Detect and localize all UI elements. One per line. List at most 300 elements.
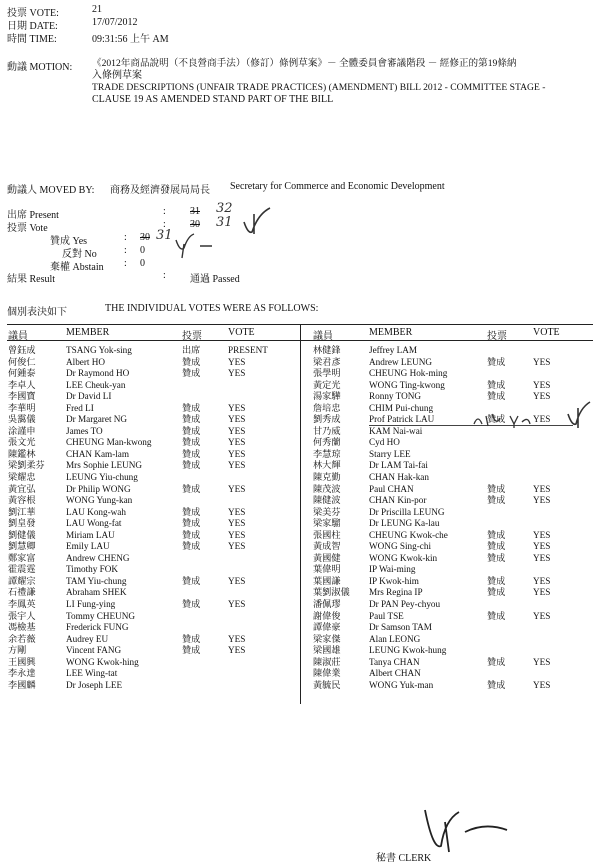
vote-chinese: 贊成 [487, 656, 506, 667]
member-chinese-name: 葉劉淑儀 [313, 587, 350, 598]
member-english-name: CHEUNG Kwok-che [369, 529, 448, 540]
member-chinese-name: 劉秀成 [313, 414, 341, 425]
vote-english [228, 564, 294, 576]
member-chinese-name: 甘乃威 [313, 425, 341, 436]
right-vote-row [313, 668, 593, 680]
right-vote-row [313, 541, 593, 553]
member-english-name: Dr PAN Pey-chyou [369, 599, 441, 610]
vote-english: YES [228, 575, 246, 586]
vote-number-label: 投票 VOTE: [7, 8, 59, 19]
member-chinese-name: 王國興 [8, 656, 36, 667]
right-vote-row [313, 657, 593, 669]
member-english-name: Paul CHAN [369, 483, 414, 494]
member-english-name: IP Kwok-him [369, 575, 419, 586]
motion-english-line2: CLAUSE 19 AS AMENDED STAND PART OF THE BILL [92, 94, 334, 105]
member-english-name: LAU Wong-fat [66, 518, 122, 529]
abstain-label: 棄權 Abstain [50, 262, 104, 273]
right-vote-row [313, 345, 593, 357]
member-english-name: Miriam LAU [66, 529, 115, 540]
vote-chinese: 贊成 [182, 541, 201, 552]
left-vote-row [8, 414, 294, 426]
left-vote-row [8, 449, 294, 461]
vote-chinese: 贊成 [182, 575, 201, 586]
result-colon: : [163, 270, 166, 281]
yes-handwritten: 31 [156, 228, 173, 243]
left-vote-row [8, 518, 294, 530]
vote-chinese [487, 564, 533, 576]
vote-chinese [182, 564, 228, 576]
vote-chinese: 贊成 [182, 645, 201, 656]
motion-english-line1: TRADE DESCRIPTIONS (UNFAIR TRADE PRACTICES) (AMENDMENT) BILL 2012 - COMMITTEE STAGE - [92, 82, 546, 93]
vote-chinese [487, 668, 533, 680]
vote-english [533, 518, 593, 530]
no-colon: : [124, 245, 127, 256]
left-vote-row [8, 507, 294, 519]
member-chinese-name: 謝偉俊 [313, 610, 341, 621]
member-english-name: CHEUNG Man-kwong [66, 437, 152, 448]
left-vote-row [8, 472, 294, 484]
member-english-name: Andrew LEUNG [369, 356, 433, 367]
member-chinese-name: 余若薇 [8, 633, 36, 644]
right-vote-row [313, 426, 593, 438]
vote-english [228, 668, 294, 680]
left-vote-row [8, 368, 294, 380]
member-english-name: CHAN Hak-kan [369, 472, 429, 483]
mover-label: 動議人 MOVED BY: [7, 185, 95, 196]
vote-english: YES [228, 518, 246, 529]
member-chinese-name: 黃毓民 [313, 679, 341, 690]
vote-english [228, 472, 294, 484]
member-chinese-name: 何秀蘭 [313, 437, 341, 448]
member-english-name: Vincent FANG [66, 645, 122, 656]
member-english-name: CHAN Kin-por [369, 495, 427, 506]
vote-chinese: 贊成 [487, 414, 506, 425]
left-vote-row [8, 460, 294, 472]
member-english-name: Dr Raymond HO [66, 368, 130, 379]
left-col-vote-zh: 投票 [182, 331, 202, 342]
member-chinese-name: 何俊仁 [8, 356, 36, 367]
vote-english [228, 553, 294, 565]
vote-chinese [487, 518, 533, 530]
motion-chinese-line2: 入條例草案 [92, 70, 142, 81]
member-english-name: Andrew CHENG [66, 552, 130, 563]
vote-english: YES [228, 425, 246, 436]
right-col-vote-en: VOTE [533, 327, 560, 338]
right-vote-row [313, 460, 593, 472]
member-english-name: Frederick FUNG [66, 622, 129, 633]
right-vote-table [313, 345, 593, 691]
member-english-name: Dr Priscilla LEUNG [369, 506, 445, 517]
member-chinese-name: 陳茂波 [313, 483, 341, 494]
member-english-name: Jeffrey LAM [369, 345, 418, 355]
member-chinese-name: 劉健儀 [8, 529, 36, 540]
right-vote-row [313, 484, 593, 496]
member-chinese-name: 鄭家富 [8, 552, 36, 563]
vote-english: YES [228, 506, 246, 517]
left-vote-row [8, 541, 294, 553]
motion-label: 動議 MOTION: [7, 62, 73, 73]
vote-english: YES [533, 656, 551, 667]
right-vote-row [313, 403, 593, 415]
right-vote-row [313, 564, 593, 576]
vote-chinese: 贊成 [182, 518, 201, 529]
right-vote-row [313, 634, 593, 646]
vote-chinese [182, 380, 228, 392]
member-english-name: WONG Ting-kwong [369, 379, 445, 390]
member-english-name: Albert HO [66, 356, 106, 367]
right-vote-row [313, 645, 593, 657]
member-english-name: Emily LAU [66, 541, 110, 552]
member-chinese-name: 黃容根 [8, 495, 36, 506]
vote-english [228, 391, 294, 403]
no-value: 0 [140, 245, 145, 256]
right-vote-row [313, 587, 593, 599]
member-english-name: Cyd HO [369, 437, 400, 448]
left-vote-row [8, 403, 294, 415]
vote-handwritten: 31 [216, 215, 233, 230]
member-chinese-name: 李國麟 [8, 679, 36, 690]
left-vote-row [8, 599, 294, 611]
member-chinese-name: 梁美芬 [313, 506, 341, 517]
time-label: 時間 TIME: [7, 34, 57, 45]
vote-english [228, 657, 294, 669]
vote-chinese [487, 460, 533, 472]
right-vote-row [313, 495, 593, 507]
left-vote-row [8, 645, 294, 657]
vote-chinese: 贊成 [182, 402, 201, 413]
vote-english: YES [533, 575, 551, 586]
yes-value: 30 [140, 232, 150, 243]
vote-english: YES [228, 448, 246, 459]
member-english-name: Dr David LI [66, 391, 112, 402]
vote-chinese [182, 391, 228, 403]
vote-english: YES [228, 402, 246, 413]
vote-chinese [182, 657, 228, 669]
vote-english: YES [533, 414, 551, 425]
vote-chinese [487, 599, 533, 611]
left-vote-row [8, 380, 294, 392]
member-english-name: WONG Kwok-hing [66, 656, 139, 667]
member-english-name: CHEUNG Hok-ming [369, 368, 448, 379]
vote-chinese: 贊成 [182, 448, 201, 459]
member-english-name: Audrey EU [66, 633, 109, 644]
left-vote-row [8, 484, 294, 496]
member-english-name: Dr Joseph LEE [66, 679, 123, 690]
member-english-name: Dr Philip WONG [66, 483, 131, 494]
vote-chinese: 贊成 [487, 610, 506, 621]
vote-chinese: 贊成 [487, 575, 506, 586]
vote-chinese [182, 553, 228, 565]
vote-label: 投票 Vote [7, 223, 48, 234]
member-english-name: Dr LEUNG Ka-lau [369, 518, 440, 529]
motion-text [92, 58, 592, 106]
vote-english: YES [228, 599, 246, 610]
vote-english: YES [533, 552, 551, 563]
member-chinese-name: 湯家驊 [313, 391, 341, 402]
right-vote-row [313, 599, 593, 611]
yes-colon: : [124, 232, 127, 243]
yes-label: 贊成 Yes [50, 236, 88, 247]
left-vote-row [8, 426, 294, 438]
vote-english: YES [228, 541, 246, 552]
vote-english: YES [533, 587, 551, 598]
member-chinese-name: 劉慧卿 [8, 541, 36, 552]
member-chinese-name: 何鍾泰 [8, 368, 36, 379]
present-value: 31 [190, 206, 200, 217]
motion-chinese-line1: 《2012年商品說明（不良營商手法）（修訂）條例草案》－ 全體委員會審議階段 － 經修正的第19條納 [92, 58, 517, 69]
vote-chinese: 贊成 [487, 587, 506, 598]
vote-chinese [487, 345, 533, 357]
result-label: 結果 Result [7, 274, 56, 285]
member-chinese-name: 黃成智 [313, 541, 341, 552]
vote-chinese [182, 587, 228, 599]
individual-votes-label-zh: 個別表決如下 [7, 307, 67, 318]
vote-chinese: 贊成 [182, 460, 201, 471]
vote-english [228, 622, 294, 634]
right-vote-row [313, 391, 593, 403]
member-chinese-name: 李永達 [8, 668, 36, 679]
member-english-name: Mrs Regina IP [369, 587, 423, 598]
left-vote-row [8, 657, 294, 669]
vote-chinese [487, 622, 533, 634]
member-chinese-name: 李卓人 [8, 379, 36, 390]
vote-english: YES [533, 679, 551, 690]
vote-english [533, 507, 593, 519]
no-label: 反對 No [62, 249, 97, 260]
vote-english [533, 622, 593, 634]
member-chinese-name: 張文光 [8, 437, 36, 448]
member-english-name: WONG Yuk-man [369, 679, 434, 690]
vote-chinese [487, 472, 533, 484]
member-english-name: CHAN Kam-lam [66, 448, 130, 459]
member-chinese-name: 譚耀宗 [8, 575, 36, 586]
member-chinese-name: 吳靄儀 [8, 414, 36, 425]
date-label: 日期 DATE: [7, 21, 58, 32]
member-english-name: Fred LI [66, 402, 94, 413]
left-vote-row [8, 437, 294, 449]
present-handwritten: 32 [216, 201, 233, 216]
left-vote-row [8, 553, 294, 565]
member-chinese-name: 葉偉明 [313, 564, 341, 575]
vote-chinese: 贊成 [182, 368, 201, 379]
vote-chinese: 贊成 [182, 599, 201, 610]
member-chinese-name: 張國柱 [313, 529, 341, 540]
member-chinese-name: 梁國雄 [313, 645, 341, 656]
vote-chinese: 贊成 [487, 379, 506, 390]
member-chinese-name: 黃定光 [313, 379, 341, 390]
member-english-name: KAM Nai-wai [369, 425, 423, 436]
vote-chinese [487, 507, 533, 519]
right-col-member-en: MEMBER [369, 327, 413, 338]
left-vote-row [8, 530, 294, 542]
right-vote-row [313, 437, 593, 449]
vote-english: YES [533, 379, 551, 390]
right-col-member-zh: 議員 [313, 331, 333, 342]
right-col-vote-zh: 投票 [487, 331, 507, 342]
member-english-name: LEE Wing-tat [66, 668, 118, 679]
member-english-name: Timothy FOK [66, 564, 118, 575]
member-chinese-name: 林大輝 [313, 460, 341, 471]
right-vote-row [313, 507, 593, 519]
member-english-name: WONG Kwok-kin [369, 552, 438, 563]
vote-chinese: 贊成 [487, 495, 506, 506]
member-chinese-name: 葉國謙 [313, 575, 341, 586]
vote-chinese: 贊成 [182, 506, 201, 517]
member-chinese-name: 梁耀忠 [8, 472, 36, 483]
clerk-signature-icon [415, 800, 525, 858]
left-col-member-en: MEMBER [66, 327, 110, 338]
vote-english [533, 564, 593, 576]
left-vote-row [8, 345, 294, 357]
member-chinese-name: 陳克勤 [313, 472, 341, 483]
vote-chinese [182, 622, 228, 634]
vote-chinese: 贊成 [487, 541, 506, 552]
vote-chinese: 贊成 [182, 483, 201, 494]
vote-chinese: 贊成 [182, 529, 201, 540]
right-vote-row [313, 530, 593, 542]
left-vote-row [8, 391, 294, 403]
vote-english [533, 460, 593, 472]
vote-english [533, 449, 593, 461]
member-chinese-name: 石禮謙 [8, 587, 36, 598]
vote-english: YES [228, 368, 246, 379]
vote-english [533, 368, 593, 380]
vote-chinese [487, 437, 533, 449]
vote-english [533, 599, 593, 611]
member-english-name: WONG Sing-chi [369, 541, 432, 552]
vote-english: YES [228, 529, 246, 540]
vote-chinese: 贊成 [487, 483, 506, 494]
table-center-divider [300, 324, 301, 704]
member-english-name: Dr LAM Tai-fai [369, 460, 428, 471]
left-vote-row [8, 680, 294, 692]
member-english-name: LEUNG Kwok-hung [369, 645, 447, 656]
member-chinese-name: 霍震霆 [8, 564, 36, 575]
vote-english: YES [533, 610, 551, 621]
check-mark-icon [564, 398, 596, 434]
left-vote-row [8, 564, 294, 576]
vote-chinese: 贊成 [182, 437, 201, 448]
vote-english: YES [228, 645, 246, 656]
member-chinese-name: 涂謹申 [8, 425, 36, 436]
vote-chinese: 贊成 [487, 529, 506, 540]
right-vote-row [313, 368, 593, 380]
vote-chinese [487, 368, 533, 380]
vote-english [533, 472, 593, 484]
vote-english: YES [533, 529, 551, 540]
left-vote-row [8, 622, 294, 634]
member-chinese-name: 李國寶 [8, 391, 36, 402]
left-col-vote-en: VOTE [228, 327, 255, 338]
left-vote-row [8, 611, 294, 623]
member-english-name: LAU Kong-wah [66, 506, 126, 517]
member-english-name: Abraham SHEK [66, 587, 127, 598]
member-english-name: Ronny TONG [369, 391, 421, 402]
vote-english: YES [228, 437, 246, 448]
member-chinese-name: 譚偉豪 [313, 622, 341, 633]
right-vote-row [313, 553, 593, 565]
member-chinese-name: 陳淑莊 [313, 656, 341, 667]
clerk-label: 秘書 CLERK [376, 853, 432, 864]
member-english-name: Tommy CHEUNG [66, 610, 136, 621]
vote-chinese [182, 472, 228, 484]
vote-chinese [182, 611, 228, 623]
member-english-name: Starry LEE [369, 448, 411, 459]
right-vote-row [313, 611, 593, 623]
vote-english: YES [533, 495, 551, 506]
abstain-value: 0 [140, 258, 145, 269]
vote-english [228, 380, 294, 392]
right-vote-row [313, 472, 593, 484]
member-chinese-name: 黃宜弘 [8, 483, 36, 494]
vote-chinese [182, 495, 228, 507]
member-chinese-name: 李慧琼 [313, 448, 341, 459]
vote-chinese [487, 645, 533, 657]
member-english-name: LEE Cheuk-yan [66, 379, 126, 390]
member-english-name: Alan LEONG [369, 633, 421, 644]
vote-chinese: 贊成 [182, 425, 201, 436]
vote-english: YES [228, 414, 246, 425]
member-chinese-name: 梁家騮 [313, 518, 341, 529]
vote-english: YES [533, 356, 551, 367]
vote-chinese: 贊成 [182, 633, 201, 644]
member-english-name: Dr Samson TAM [369, 622, 432, 633]
vote-english: YES [533, 391, 551, 402]
member-chinese-name: 黃國健 [313, 552, 341, 563]
vote-english: YES [228, 633, 246, 644]
vote-number: 21 [92, 4, 102, 15]
vote-chinese: 贊成 [487, 679, 506, 690]
member-chinese-name: 李華明 [8, 402, 36, 413]
vote-english [533, 668, 593, 680]
member-english-name: LEUNG Yiu-chung [66, 472, 138, 483]
member-english-name: Albert CHAN [369, 668, 421, 679]
present-label: 出席 Present [7, 210, 59, 221]
vote-english: YES [228, 356, 246, 367]
left-vote-row [8, 587, 294, 599]
vote-chinese [487, 449, 533, 461]
member-chinese-name: 劉江華 [8, 506, 36, 517]
vote-english: PRESENT [228, 345, 268, 355]
vote-english [228, 680, 294, 692]
member-chinese-name: 梁家傑 [313, 633, 341, 644]
member-english-name: CHIM Pui-chung [369, 402, 434, 413]
vote-chinese: 贊成 [182, 356, 201, 367]
vote-chinese: 贊成 [487, 552, 506, 563]
member-english-name: TSANG Yok-sing [66, 345, 132, 355]
vote-colon: : [163, 219, 166, 230]
mover-english: Secretary for Commerce and Economic Development [230, 181, 445, 192]
left-vote-table [8, 345, 294, 691]
member-chinese-name: 詹培忠 [313, 402, 341, 413]
vote-english [228, 611, 294, 623]
member-english-name: Mrs Sophie LEUNG [66, 460, 143, 471]
vote-chinese [487, 634, 533, 646]
result-value: 通過 Passed [190, 274, 240, 285]
member-chinese-name: 馮檢基 [8, 622, 36, 633]
member-chinese-name: 潘佩璆 [313, 599, 341, 610]
vote-chinese: 出席 [182, 345, 201, 355]
right-vote-row [313, 622, 593, 634]
left-vote-row [8, 495, 294, 507]
vote-chinese [182, 668, 228, 680]
vote-english: YES [533, 483, 551, 494]
date-value: 17/07/2012 [92, 17, 138, 28]
vote-english [228, 495, 294, 507]
vote-english [533, 645, 593, 657]
member-chinese-name: 李鳳英 [8, 599, 36, 610]
vote-chinese: 贊成 [182, 414, 201, 425]
